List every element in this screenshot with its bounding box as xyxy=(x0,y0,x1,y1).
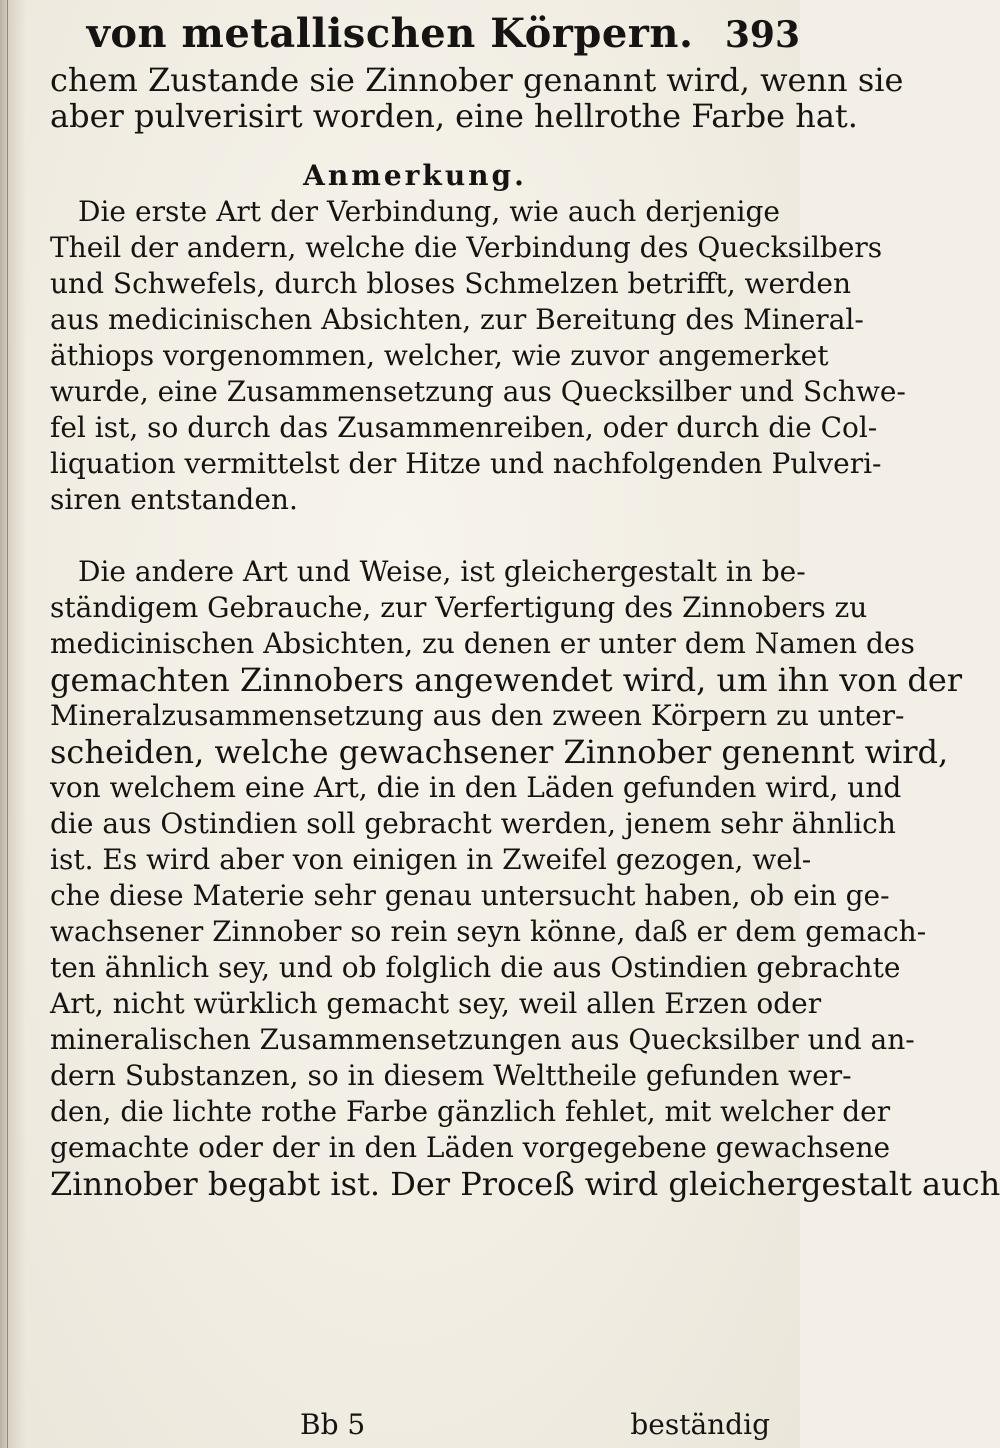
text-line: siren entstanden. xyxy=(50,483,298,516)
section-heading: Anmerkung. xyxy=(303,159,527,192)
binding-gutter-line xyxy=(7,0,8,1448)
text-line: gemachte oder der in den Läden vorgegebene gewachsene xyxy=(50,1131,891,1164)
text-line: dern Substanzen, so in diesem Welttheile gefunden wer- xyxy=(50,1059,852,1092)
text-line: ständigem Gebrauche, zur Verfertigung des Zinnobers zu xyxy=(50,591,868,624)
body-text xyxy=(50,61,1000,1203)
text-line: die aus Ostindien soll gebracht werden, jenem sehr ähnlich xyxy=(50,807,896,840)
page-header xyxy=(30,8,800,64)
running-head: von metallischen Körpern. xyxy=(86,10,694,57)
text-line: wurde, eine Zusammensetzung aus Quecksilber und Schwe- xyxy=(50,375,906,408)
text-line: ten ähnlich sey, und ob folglich die aus Ostindien gebrachte xyxy=(50,951,901,984)
text-line: Theil der andern, welche die Verbindung des Quecksilbers xyxy=(50,231,883,264)
catchword: beständig xyxy=(630,1408,770,1441)
text-line: liquation vermittelst der Hitze und nachfolgenden Pulveri- xyxy=(50,447,882,480)
text-line: fel ist, so durch das Zusammenreiben, oder durch die Col- xyxy=(50,411,878,444)
text-line: medicinischen Absichten, zu denen er unter dem Namen des xyxy=(50,627,915,660)
text-line: ist. Es wird aber von einigen in Zweifel gezogen, wel- xyxy=(50,843,812,876)
text-line: chem Zustande sie Zinnober genannt wird, wenn sie xyxy=(50,61,904,99)
text-line: und Schwefels, durch bloses Schmelzen betrifft, werden xyxy=(50,267,851,300)
signature-mark: Bb 5 xyxy=(300,1408,366,1441)
binding-gutter-shadow xyxy=(0,0,26,1448)
text-line: mineralischen Zusammensetzungen aus Quecksilber und an- xyxy=(50,1023,915,1056)
text-line: aus medicinischen Absichten, zur Bereitung des Mineral- xyxy=(50,303,864,336)
page-footer xyxy=(50,1408,780,1444)
text-line: von welchem eine Art, die in den Läden gefunden wird, und xyxy=(50,771,902,804)
text-line: Die erste Art der Verbindung, wie auch derjenige xyxy=(78,195,780,228)
paragraph-gap xyxy=(50,518,780,554)
text-line: aber pulverisirt worden, eine hellrothe Farbe hat. xyxy=(50,97,858,135)
text-line: Mineralzusammensetzung aus den zween Körpern zu unter- xyxy=(50,699,905,732)
paragraph-gap xyxy=(50,134,780,158)
text-line: Zinnober begabt ist. Der Proceß wird gleichergestalt auch xyxy=(50,1165,1000,1203)
text-line: äthiops vorgenommen, welcher, wie zuvor angemerket xyxy=(50,339,829,372)
text-line: gemachten Zinnobers angewendet wird, um ihn von der xyxy=(50,661,963,699)
text-line: wachsener Zinnober so rein seyn könne, daß er dem gemach- xyxy=(50,915,927,948)
text-line: Die andere Art und Weise, ist gleichergestalt in be- xyxy=(78,555,806,588)
text-line: scheiden, welche gewachsener Zinnober genennt wird, xyxy=(50,733,949,771)
text-line: Art, nicht würklich gemacht sey, weil allen Erzen oder xyxy=(50,987,822,1020)
page-number: 393 xyxy=(724,14,800,56)
text-line: den, die lichte rothe Farbe gänzlich fehlet, mit welcher der xyxy=(50,1095,891,1128)
text-line: che diese Materie sehr genau untersucht haben, ob ein ge- xyxy=(50,879,890,912)
